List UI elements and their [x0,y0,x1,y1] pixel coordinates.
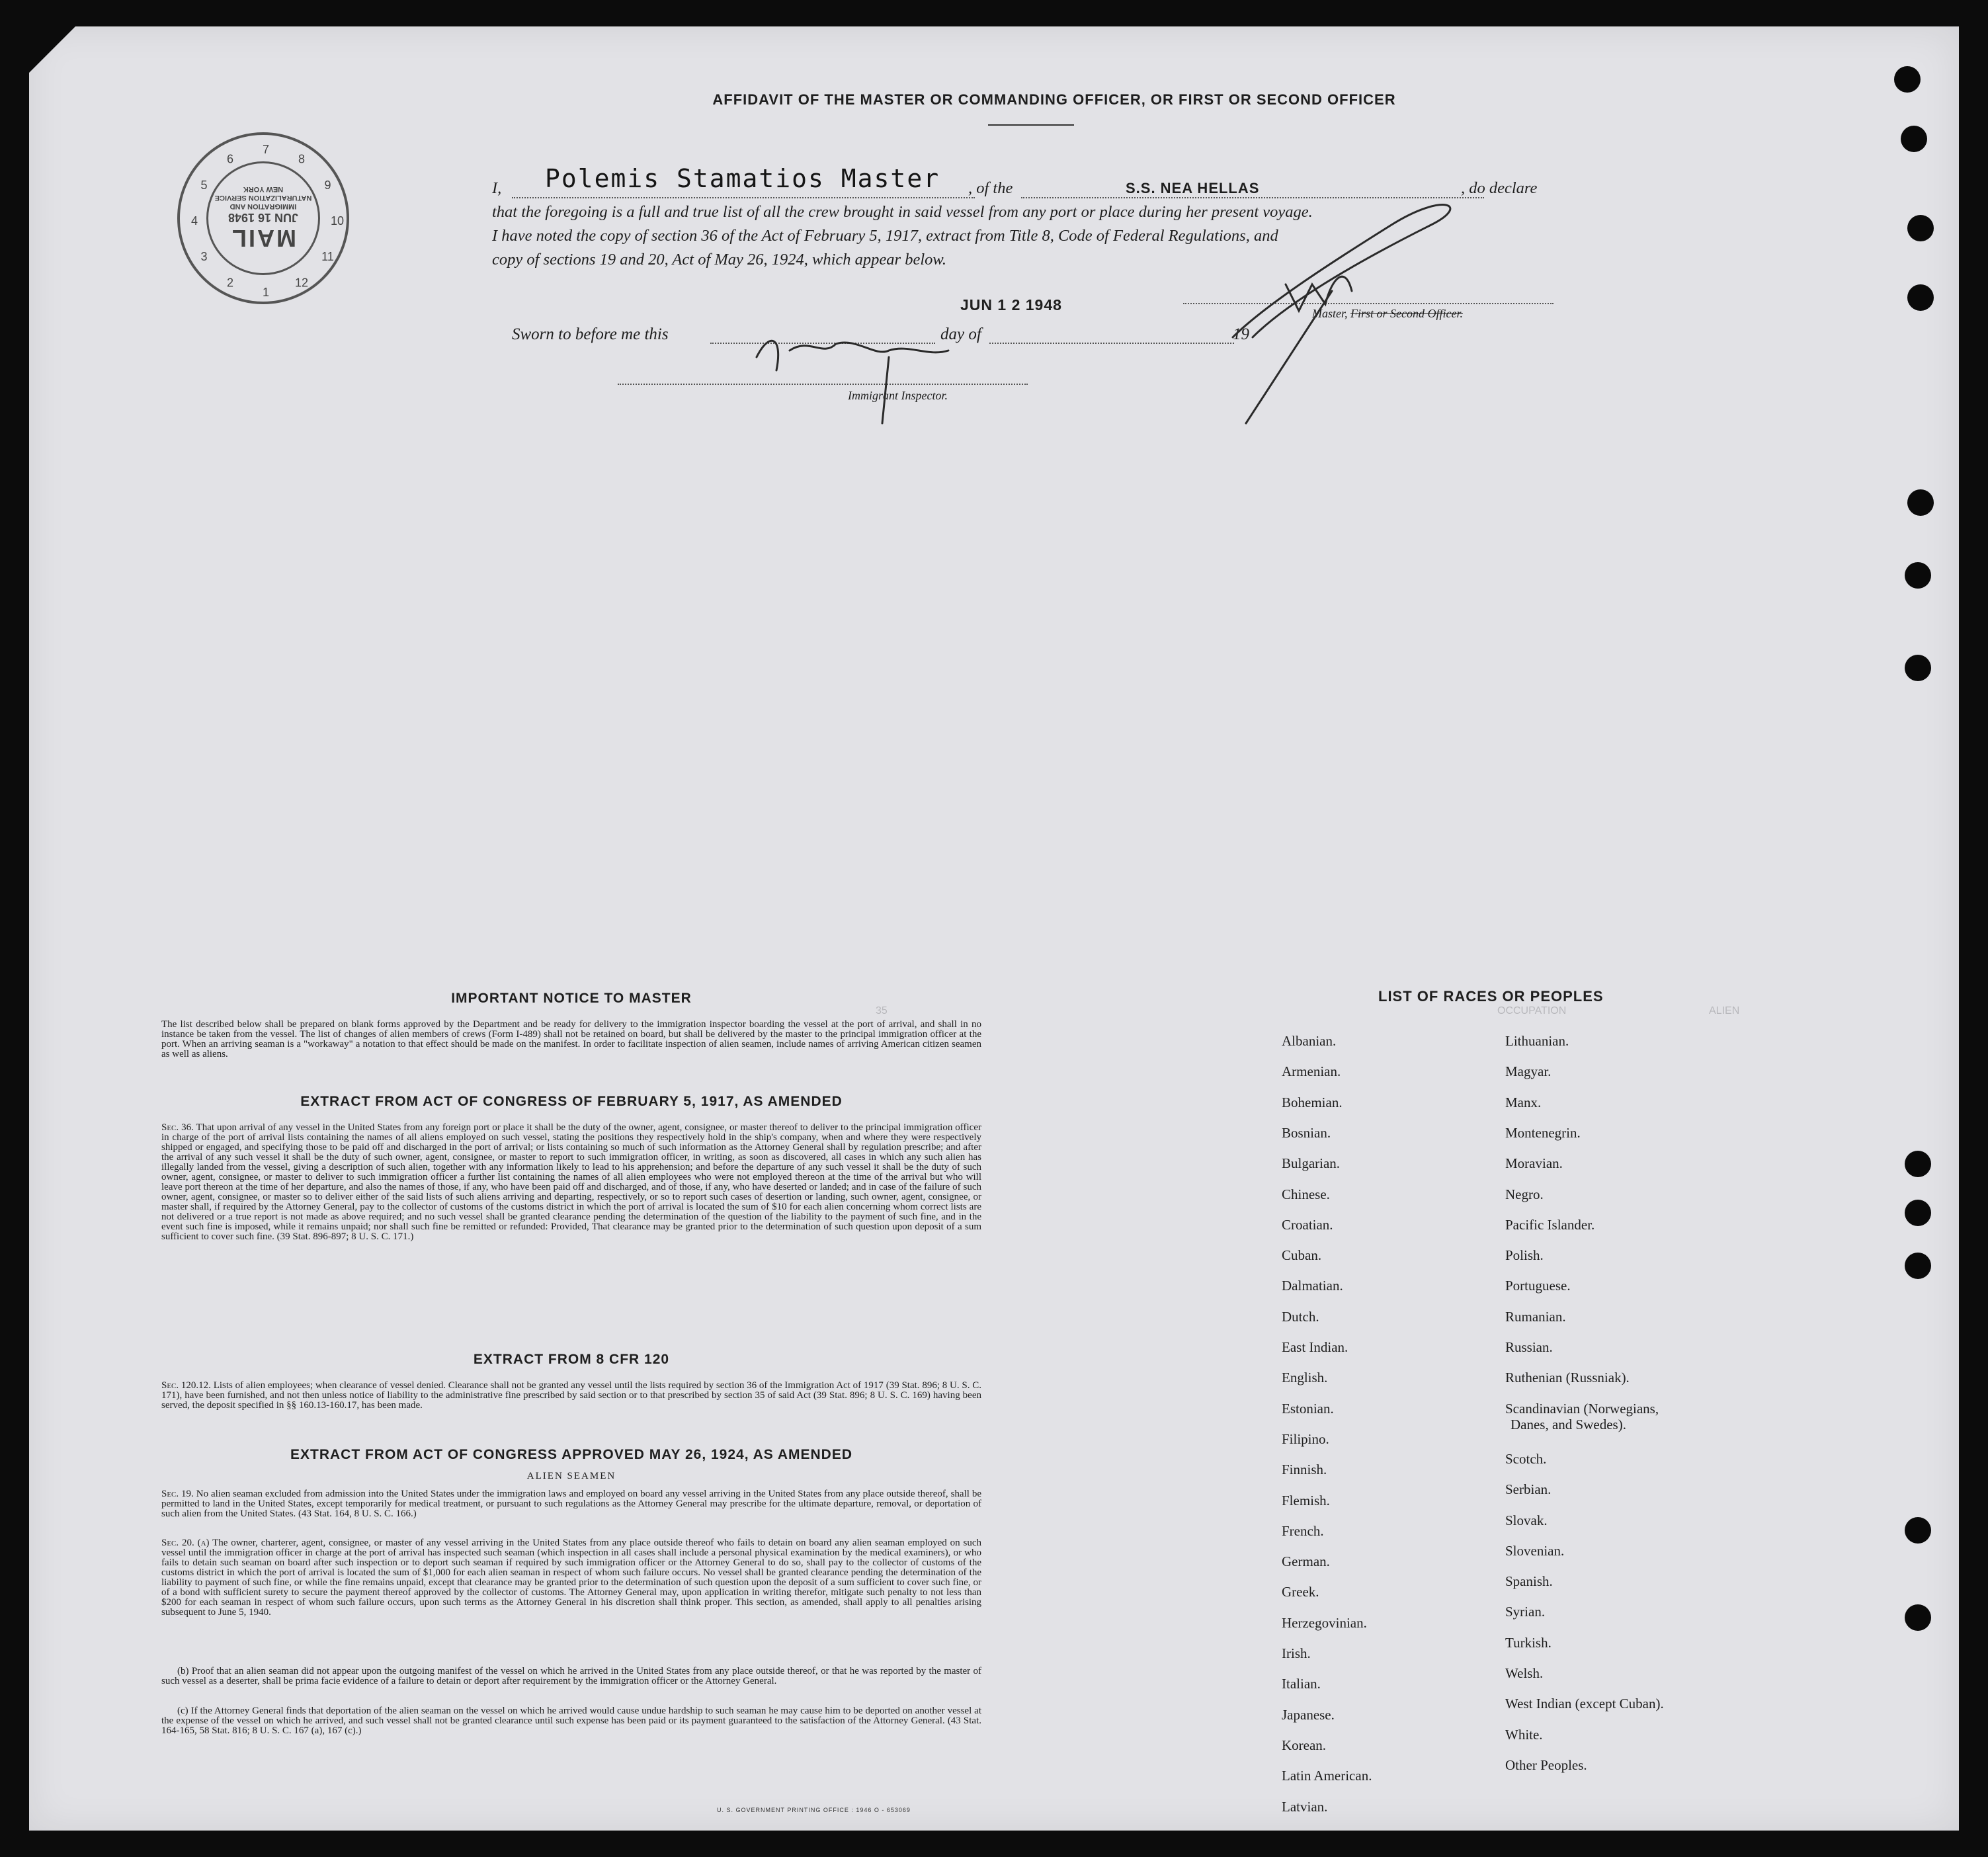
race-left-item: Italian. [1282,1676,1321,1692]
race-left-item: Croatian. [1282,1216,1333,1233]
alien-seamen-subtitle: ALIEN SEAMEN [526,1471,616,1481]
extract-1917-title: EXTRACT FROM ACT OF CONGRESS OF FEBRUARY 5, 1917, AS AMENDED [300,1094,843,1109]
sec19-text: No alien seaman excluded from admission into the United States under the immigration laws and employed on board any vessel arriving in the United States from any place outside thereof, shall be permitted to land in the United States, except temporarily for medical treatment, or pursuant to such regulations as the Attorney General may prescribe for the ultimate departure, removal, or deportation of such alien from the United States. (43 Stat. 164, 8 U. S. C. 166.) [161,1489,981,1519]
year-prefix: 19 [1233,325,1249,343]
sec20b-text: (b) Proof that an alien seaman did not appear upon the outgoing manifest of the vessel on which he arrived in the United States from any place outside thereof, or that he was reported by the master of such vessel as a deserter, shall be prima facie evidence of a failure to detain or deport after requirement by the immigration officer or the Attorney General. [161,1666,981,1686]
race-right-item: Scotch. [1505,1450,1547,1467]
race-left-item: Korean. [1282,1737,1327,1753]
race-left-item: Filipino. [1282,1430,1329,1447]
extract-1917-body [161,1123,981,1242]
declaration-do-declare: , do declare [1461,179,1538,197]
punch-hole [1907,215,1934,241]
race-right-item: White. [1505,1726,1543,1743]
extract-cfr-title: EXTRACT FROM 8 CFR 120 [473,1352,670,1367]
stamp-ring-number: 6 [226,152,234,166]
punch-hole [1907,284,1934,311]
inspector-caption: Immigrant Inspector. [848,389,948,402]
race-left-item: Chinese. [1282,1186,1330,1202]
race-left-item: Latvian. [1282,1798,1328,1815]
race-left-item: Japanese. [1282,1706,1335,1723]
race-left-item: German. [1282,1553,1330,1570]
section-label: Sec. 36. [161,1122,194,1133]
race-right-item: Montenegrin. [1505,1124,1581,1141]
race-left-item: Bosnian. [1282,1124,1331,1141]
section-label: Sec. 19. [161,1489,194,1499]
stamp-ring-number: 8 [298,152,306,166]
races-title: LIST OF RACES OR PEOPLES [1378,988,1604,1005]
race-right-item: Moravian. [1505,1155,1563,1172]
race-right-item: Scandinavian (Norwegians, [1505,1400,1659,1417]
race-left-item: Estonian. [1282,1400,1334,1417]
stamp-mail-text: MAIL [230,225,296,252]
sec20a-text: The owner, charterer, agent, consignee, or master of any vessel arriving in the United States from any place outside thereof who fails to detain on board any alien seaman employed on such vessel until the immigration officer in charge at the port of arrival has inspected such seaman (which inspection in all cases shall include a personal physical examination by the medical examiners), or who fails to detain such seaman on board after such inspection or to deport such seaman if required by such immigration officer or the Attorney General to do so, shall pay to the collector of customs of the customs district in which the port of arrival is located the sum of $1,000 for each alien seaman in respect of whom such failure occurs. No vessel shall be granted clearance pending the determination of the liability to payment of such fine, or while the fine remains unpaid, except that clearance may be granted prior to the determination of such question upon the deposit of a sum sufficient to cover such fine, or of a bond with sufficient surety to secure the payment thereof approved by the collector of customs. The Attorney General may, upon application in writing therefor, mitigate such penalty to not less than $200 for each seaman in respect of whom such failure occurs, upon such terms as the Attorney General in his discretion shall think proper. This section, as amended, shall apply to all penalties arising subsequent to June 5, 1940. [161,1538,981,1618]
race-left-item: Albanian. [1282,1033,1337,1049]
bleed-through-text: OCCUPATION [1497,1005,1567,1016]
race-right-item: Turkish. [1505,1634,1552,1651]
punch-hole [1905,1151,1931,1177]
race-right-item: Negro. [1505,1186,1544,1202]
race-right-item: Lithuanian. [1505,1033,1569,1049]
race-right-item: Manx. [1505,1094,1542,1110]
extract-1917-text: That upon arrival of any vessel in the United States from any foreign port or place it shall be the duty of the owner, agent, consignee, or master thereof to deliver to the principal immigration officer in charge of the port of arrival lists containing the names of all aliens employed on such vessel, stating the positions they respectively hold in the ship's company, when and where they were respectively shipped or engaged, and specifying those to be paid off and discharged in the port of arrival; or lists containing so much of such information as the Attorney General shall by regulation prescribe; and after the arrival of any such vessel it shall be the duty of such owner, agent, consignee, or master to report to such immigration officer, in writing, as soon as discovered, all cases in which any such alien has illegally landed from the vessel, giving a description of such alien, together with any information likely to lead to his apprehension; and before the departure of any such vessel it shall be the duty of such owner, agent, consignee, or master to deliver to such immigration officer a further list containing the names of all alien employees who were not employed thereon at the time of the arrival but who will leave port thereon at the time of her departure, and also the names of those, if any, who have been paid off and discharged, and of those, if any, who have deserted or landed; and in case of the failure of such owner, agent, consignee, or master so to deliver either of the said lists of such aliens arriving and departing, respectively, or so to report such cases of desertion or landing, such owner, agent, consignee, or master shall, if required by the Attorney General, pay to the collector of customs of the customs district in which the port of arrival is located the sum of $10 for each alien concerning whom correct lists are not delivered or a true report is not made as above required; and no such vessel shall be granted clearance pending the determination of the question of the liability to the payment of such fine, and in the event such fine is imposed, while it remains unpaid; nor shall such fine be remitted or refunded: Provided, That clearance may be granted prior to the determination of such question upon deposit of a sum sufficient to cover such fine. (39 Stat. 896-897; 8 U. S. C. 171.) [161,1122,981,1242]
bleed-through-text: ALIEN [1709,1005,1740,1016]
handwritten-master-name: Polemis Stamatios Master [545,164,940,193]
master-signature-stroke [1233,205,1450,337]
race-left-item: Dalmatian. [1282,1278,1343,1294]
race-right-item: Polish. [1505,1247,1544,1264]
race-right-item: Spanish. [1505,1573,1553,1590]
race-left-item: Latin American. [1282,1768,1372,1784]
bleed-through-text: 35 [876,1005,888,1016]
extract-1924-sec19 [161,1489,981,1519]
stamp-city: NEW YORK [243,185,284,193]
race-right-item: Slovak. [1505,1512,1548,1528]
day-of-text: day of [940,325,981,343]
race-left-item: Irish. [1282,1645,1311,1661]
race-left-item: East Indian. [1282,1339,1348,1355]
race-right-item: Rumanian. [1505,1308,1566,1325]
stamp-ring-number: 9 [324,179,331,192]
race-left-item: Cuban. [1282,1247,1322,1264]
punch-hole [1905,1200,1931,1226]
race-right-item: Magyar. [1505,1063,1552,1080]
race-left-item: Greek. [1282,1584,1319,1600]
race-left-item: Flemish. [1282,1492,1330,1508]
master-caption-master: Master, [1312,307,1348,320]
extract-1924-sec20a [161,1538,981,1618]
stamp-ring-number: 3 [200,250,208,263]
printing-office-line: U. S. GOVERNMENT PRINTING OFFICE : 1946 O - 653069 [717,1807,911,1813]
punch-hole [1901,126,1927,152]
stamp-ring-number: 1 [262,286,270,299]
affidavit-title: AFFIDAVIT OF THE MASTER OR COMMANDING OFFICER, OR FIRST OR SECOND OFFICER [712,91,1396,108]
stamp-ring-number: 12 [294,276,309,290]
stamp-service: IMMIGRATION AND NATURALIZATION SERVICE [214,194,312,210]
race-right-item: West Indian (except Cuban). [1505,1696,1664,1712]
extract-1924-title: EXTRACT FROM ACT OF CONGRESS APPROVED MAY 26, 1924, AS AMENDED [290,1447,853,1462]
sworn-text: Sworn to before me this [512,325,669,343]
declaration-intro: I, [492,179,502,197]
punch-hole [1905,1253,1931,1279]
extract-1924-sec20b [161,1667,981,1686]
punch-hole [1905,1517,1931,1544]
race-right-item: Syrian. [1505,1604,1546,1620]
race-right-item: Danes, and Swedes). [1511,1416,1626,1432]
race-right-item: Serbian. [1505,1481,1552,1498]
master-caption-struck: First or Second Officer. [1350,307,1463,320]
stamp-ring-number: 2 [226,276,234,290]
race-left-item: Bulgarian. [1282,1155,1341,1172]
punch-hole [1907,489,1934,516]
extract-cfr-body [161,1381,981,1411]
punch-hole [1894,66,1921,93]
inspector-signature-stroke [757,341,948,423]
extract-cfr-text: Lists of alien employees; when clearance of vessel denied. Clearance shall not be granted any vessel until the lists required by section 36 of the Immigration Act of 1917 (39 Stat. 896; 8 U. S. C. 171), have been furnished, and not then unless notice of liability to the administrative fine prescribed by said section or to that prescribed by section 35 of said Act (39 Stat. 896; 8 U. S. C. 169) having been served, the deposit specified in §§ 160.13-160.17, has been made. [161,1380,982,1411]
punch-hole [1905,655,1931,681]
race-right-item: Portuguese. [1505,1278,1571,1294]
notice-title: IMPORTANT NOTICE TO MASTER [451,991,692,1006]
declaration-line-4: copy of sections 19 and 20, Act of May 26, 1924, which appear below. [492,251,947,268]
document-page [29,26,1959,1831]
race-left-item: Herzegovinian. [1282,1614,1367,1631]
declaration-line-3: I have noted the copy of section 36 of the Act of February 5, 1917, extract from Title 8, Code of Federal Regulations, and [492,227,1278,245]
punch-hole [1905,1604,1931,1631]
stamp-date: JUN 16 1948 [228,211,299,224]
sec20c-text: (c) If the Attorney General finds that deportation of the alien seaman on the vessel on which he arrived would cause undue hardship to such seaman he may cause him to be deported on another vessel at the expense of the vessel on which he arrived, and such vessel shall not be granted clearance until such expense has been paid or its payment guaranteed to the satisfaction of the Attorney General. (43 Stat. 164-165, 58 Stat. 816; 8 U. S. C. 167 (a), 167 (c).) [161,1706,981,1736]
section-label: Sec. 120.12. [161,1380,211,1391]
race-left-item: French. [1282,1522,1324,1539]
master-signature-tail [1246,291,1332,423]
stamp-ring-number: 11 [321,250,334,263]
race-right-item: Russian. [1505,1339,1553,1355]
punch-hole [1905,562,1931,589]
stamp-ring-number: 5 [200,179,208,192]
race-right-item: Welsh. [1505,1665,1544,1681]
notice-body-text: The list described below shall be prepared on blank forms approved by the Department and be ready for delivery to the immigration inspector boarding the vessel at the port of arrival, and shall in no instance be taken from the vessel. The list of changes of alien members of crews (Form I-489) shall not be retained on board, but shall be delivered by the master to the principal immigration officer at the port. When an arriving seaman is a "workaway" a notation to that effect should be made on the manifest. In order to facilitate inspection of alien seamen, include names of arriving American citizen seamen as well as aliens. [161,1019,981,1059]
race-left-item: English. [1282,1370,1328,1386]
vessel-name: S.S. NEA HELLAS [1126,180,1260,196]
race-right-item: Other Peoples. [1505,1756,1587,1773]
race-right-item: Slovenian. [1505,1542,1565,1559]
race-left-item: Armenian. [1282,1063,1341,1080]
race-left-item: Finnish. [1282,1462,1327,1478]
stamp-ring-number: 7 [262,143,270,156]
race-left-item: Dutch. [1282,1308,1319,1325]
declaration-line-2: that the foregoing is a full and true list of all the crew brought in said vessel from any port or place during her present voyage. [492,203,1313,221]
extract-1924-sec20c [161,1706,981,1736]
stamp-ring-number: 10 [330,214,345,227]
date-stamp: JUN 1 2 1948 [960,296,1062,313]
stamp-ring-number: 4 [190,214,198,227]
race-left-item: Bohemian. [1282,1094,1343,1110]
notice-body [161,1020,981,1059]
race-right-item: Pacific Islander. [1505,1216,1595,1233]
declaration-of-the: , of the [968,179,1013,197]
section-label: Sec. 20. (a) [161,1538,210,1548]
race-right-item: Ruthenian (Russniak). [1505,1370,1630,1386]
